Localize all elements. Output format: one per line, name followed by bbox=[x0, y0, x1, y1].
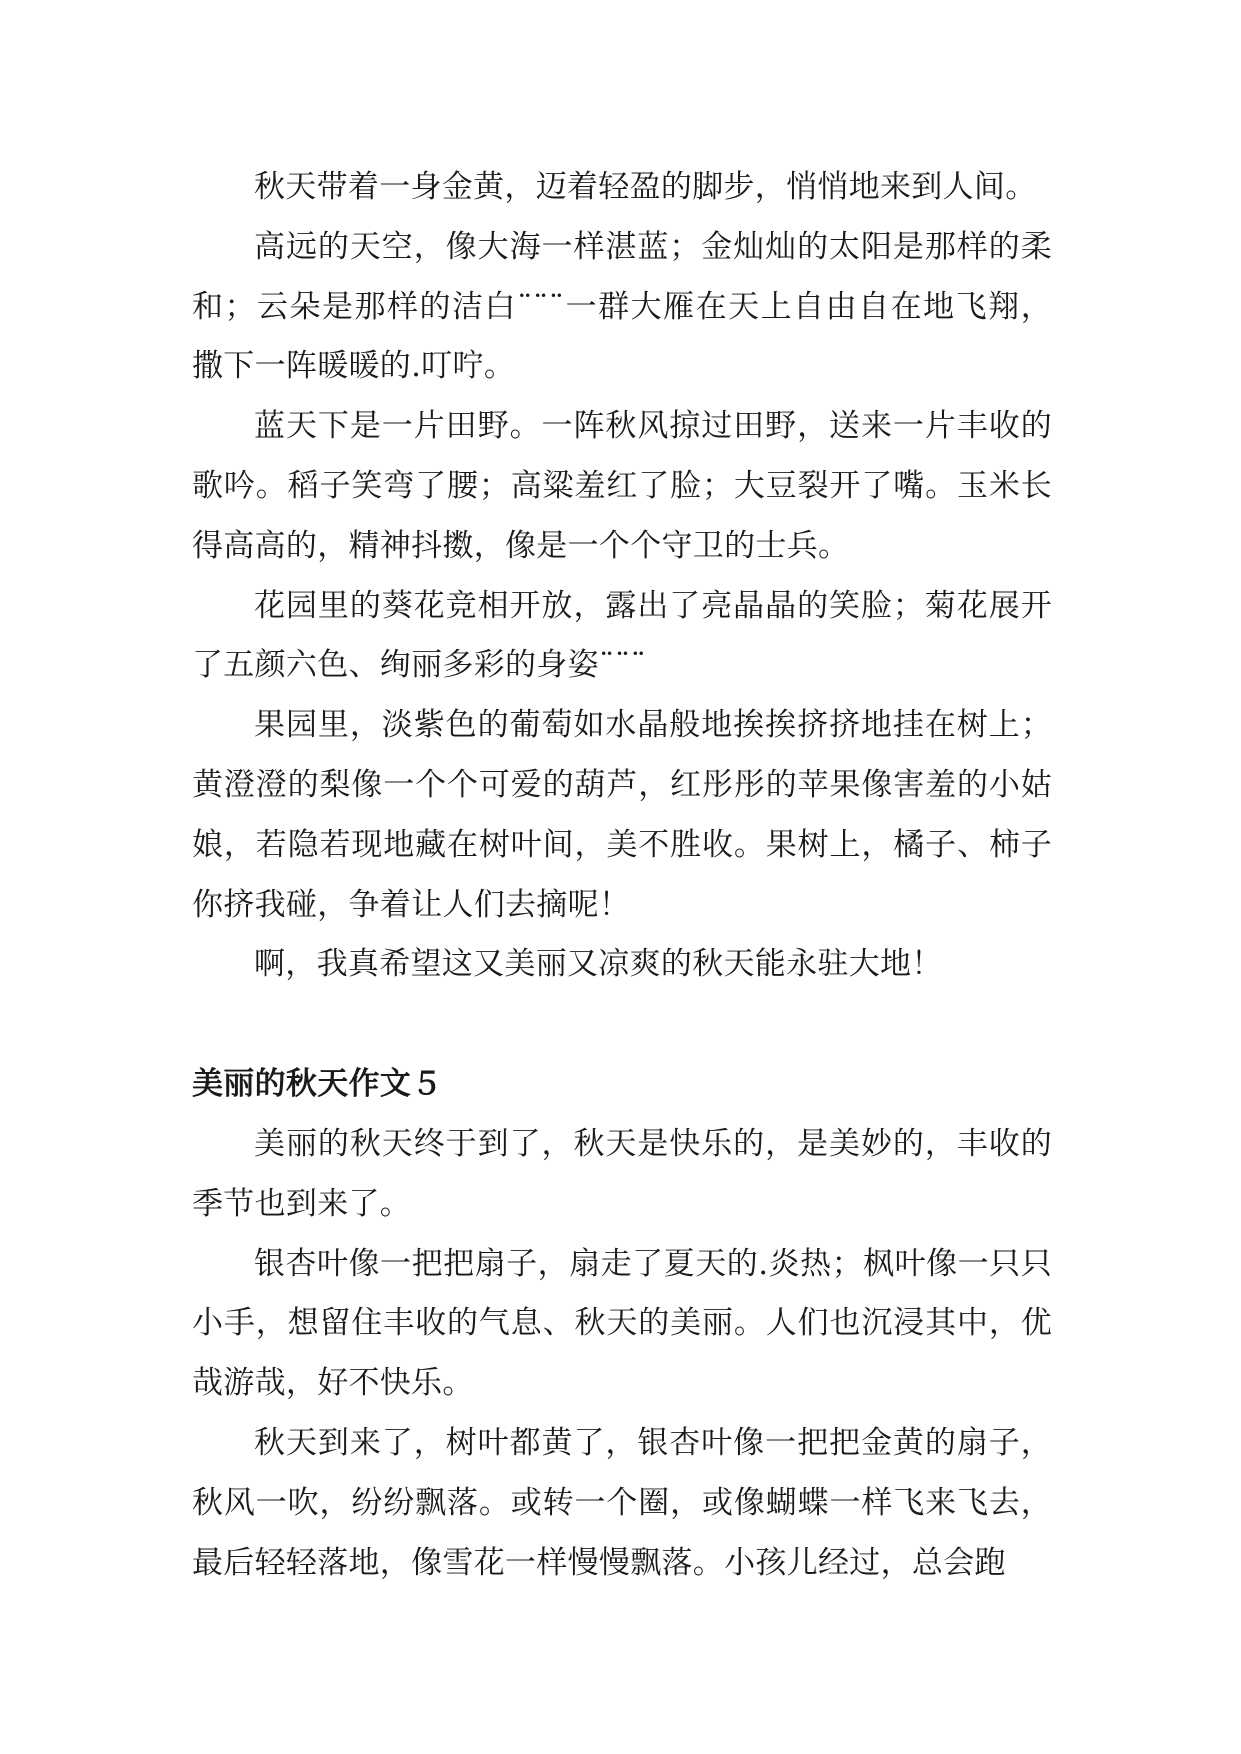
paragraph-falling-leaves: 秋天到来了，树叶都黄了，银杏叶像一把把金黄的扇子，秋风一吹，纷纷飘落。或转一个圈，或像蝴蝶一样飞来飞去，最后轻轻落地，像雪花一样慢慢飘落。小孩儿经过，总会跑 bbox=[192, 1424, 1052, 1581]
paragraph-essay5-intro: 美丽的秋天终于到了，秋天是快乐的，是美妙的，丰收的季节也到来了。 bbox=[192, 1125, 1052, 1222]
paragraph-garden: 花园里的葵花竞相开放，露出了亮晶晶的笑脸；菊花展开了五颜六色、绚丽多彩的身姿¨¨¨ bbox=[192, 587, 1052, 684]
paragraph-ginkgo-maple: 银杏叶像一把把扇子，扇走了夏天的.炎热；枫叶像一只只小手，想留住丰收的气息、秋天的美丽。人们也沉浸其中，优哉游哉，好不快乐。 bbox=[192, 1245, 1052, 1402]
paragraph-orchard: 果园里，淡紫色的葡萄如水晶般地挨挨挤挤地挂在树上；黄澄澄的梨像一个个可爱的葫芦，红彤彤的苹果像害羞的小姑娘，若隐若现地藏在树叶间，美不胜收。果树上，橘子、柿子你挤我碰，争着让人们去摘呢！ bbox=[192, 707, 1052, 923]
paragraph-fields: 蓝天下是一片田野。一阵秋风掠过田野，送来一片丰收的歌吟。稻子笑弯了腰；高粱羞红了脸；大豆裂开了嘴。玉米长得高高的，精神抖擞，像是一个个守卫的士兵。 bbox=[192, 408, 1052, 564]
essay-heading: 美丽的秋天作文５ bbox=[192, 1066, 443, 1103]
document-body bbox=[192, 158, 1052, 1593]
paragraph-sky: 高远的天空，像大海一样湛蓝；金灿灿的太阳是那样的柔和；云朵是那样的洁白¨¨¨一群大雁在天上自由自在地飞翔，撒下一阵暖暖的.叮咛。 bbox=[192, 228, 1052, 385]
paragraph-closing: 啊，我真希望这又美丽又凉爽的秋天能永驻大地！ bbox=[254, 946, 943, 983]
paragraph-autumn-arrives: 秋天带着一身金黄，迈着轻盈的脚步，悄悄地来到人间。 bbox=[254, 169, 1037, 205]
